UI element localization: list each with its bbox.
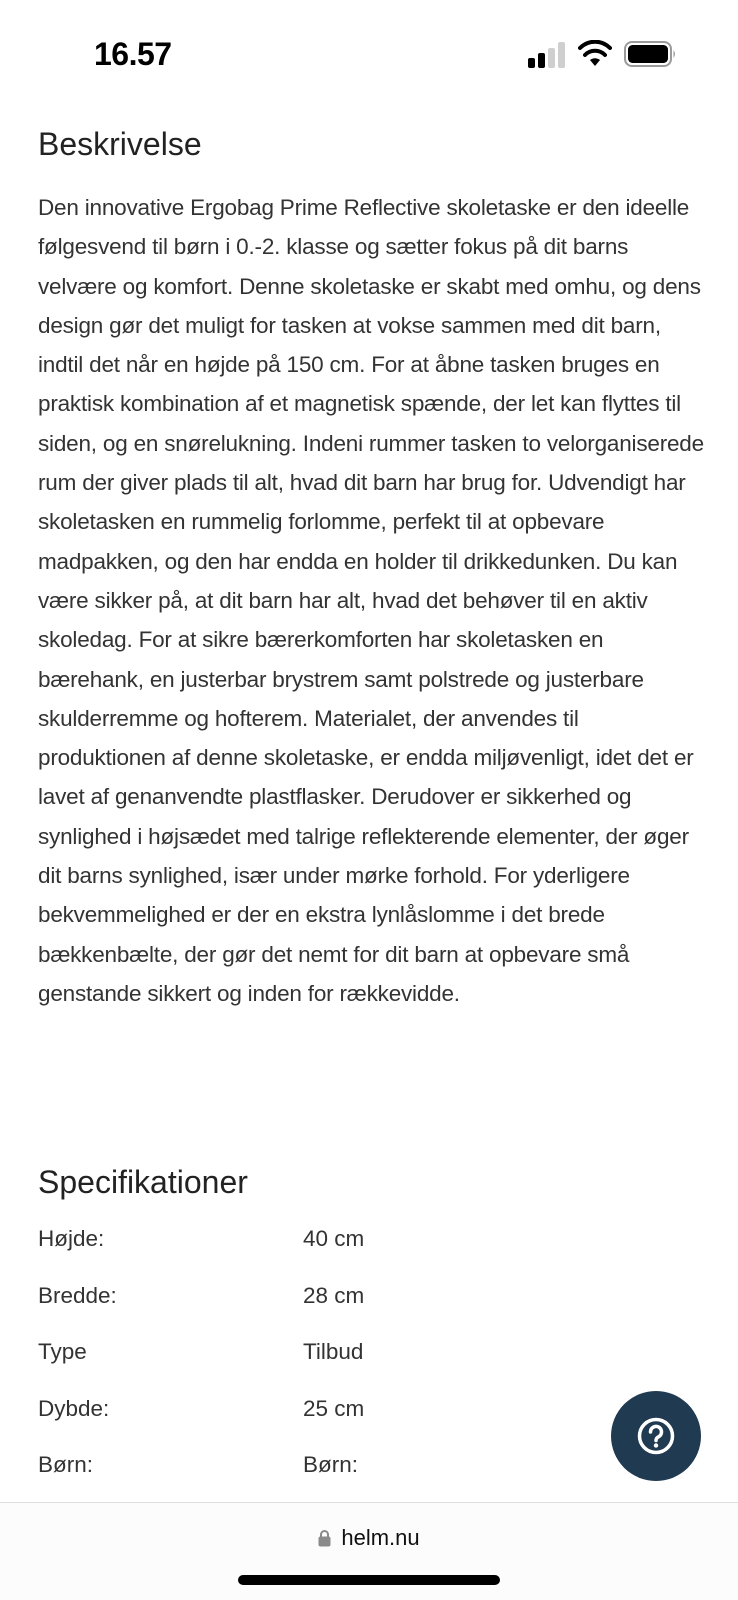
spec-row-type [38,1339,598,1396]
spec-value: 28 cm [303,1282,365,1308]
status-time: 16.57 [94,36,172,72]
wifi-icon [578,40,612,68]
description-section [38,120,708,1013]
browser-address-bar[interactable] [0,1502,738,1600]
question-circle-icon [636,1416,676,1456]
help-button[interactable] [611,1391,701,1481]
spec-value: Børn: [303,1452,359,1477]
spec-label: Højde: [38,1226,105,1251]
specifications-table [38,1226,598,1509]
spec-label: Dybde: [38,1395,110,1421]
spec-value: 40 cm [303,1226,365,1251]
url-text: helm.nu [341,1525,420,1550]
cellular-signal-icon [528,42,568,68]
spec-label: Type [38,1339,87,1364]
spec-row-children [38,1452,598,1509]
description-title: Beskrivelse [38,126,202,162]
status-bar [0,0,738,110]
specifications-title: Specifikationer [38,1164,248,1200]
battery-icon [624,40,678,68]
spec-row-width [38,1283,598,1340]
url-display[interactable] [0,1525,738,1551]
spec-value: 25 cm [303,1395,365,1421]
spec-row-depth [38,1396,598,1453]
spec-label: Bredde: [38,1282,117,1308]
spec-value: Tilbud [303,1339,364,1364]
spec-label: Børn: [38,1452,94,1477]
lock-icon [318,1529,331,1547]
description-text: Den innovative Ergobag Prime Reflective skoletaske er den ideelle følgesvend til børn i 0.-2. klasse og sætter fokus på dit barns velvære og komfort. Denne skoletaske er skabt med omhu, og dens design gør det muligt for tasken at vokse sammen med dit barn, indtil det når en højde på 150 cm. For at åbne tasken bruges en praktisk kombination af et magnetisk spænde, der let kan flyttes til siden, og en snørelukning. Indeni rummer tasken to velorganiserede rum der giver plads til alt, hvad dit barn har brug for. Udvendigt har skoletasken en rummelig forlomme, perfekt til at opbevare madpakken, og den har endda en holder til drikkedunken. Du kan være sikker på, at dit barn har alt, hvad det behøver til en aktiv skoledag. For at sikre bærerkomforten har skoletasken en bærehank, en justerbar brystrem samt polstrede og justerbare skulderremme og hofterem. Materialet, der anvendes til produktionen af denne skoletaske, er endda miljøvenligt, idet det er lavet af genanvendte plastflasker. Derudover er sikkerhed og synlighed i højsædet med talrige reflekterende elementer, der øger dit barns synlighed, især under mørke forhold. For yderligere bekvemmelighed er der en ekstra lynlåslomme i det brede bækkenbælte, der gør det nemt for dit barn at opbevare små genstande sikkert og inden for rækkevidde. [38,195,704,1006]
home-indicator[interactable] [238,1575,500,1585]
spec-row-height [38,1226,598,1283]
